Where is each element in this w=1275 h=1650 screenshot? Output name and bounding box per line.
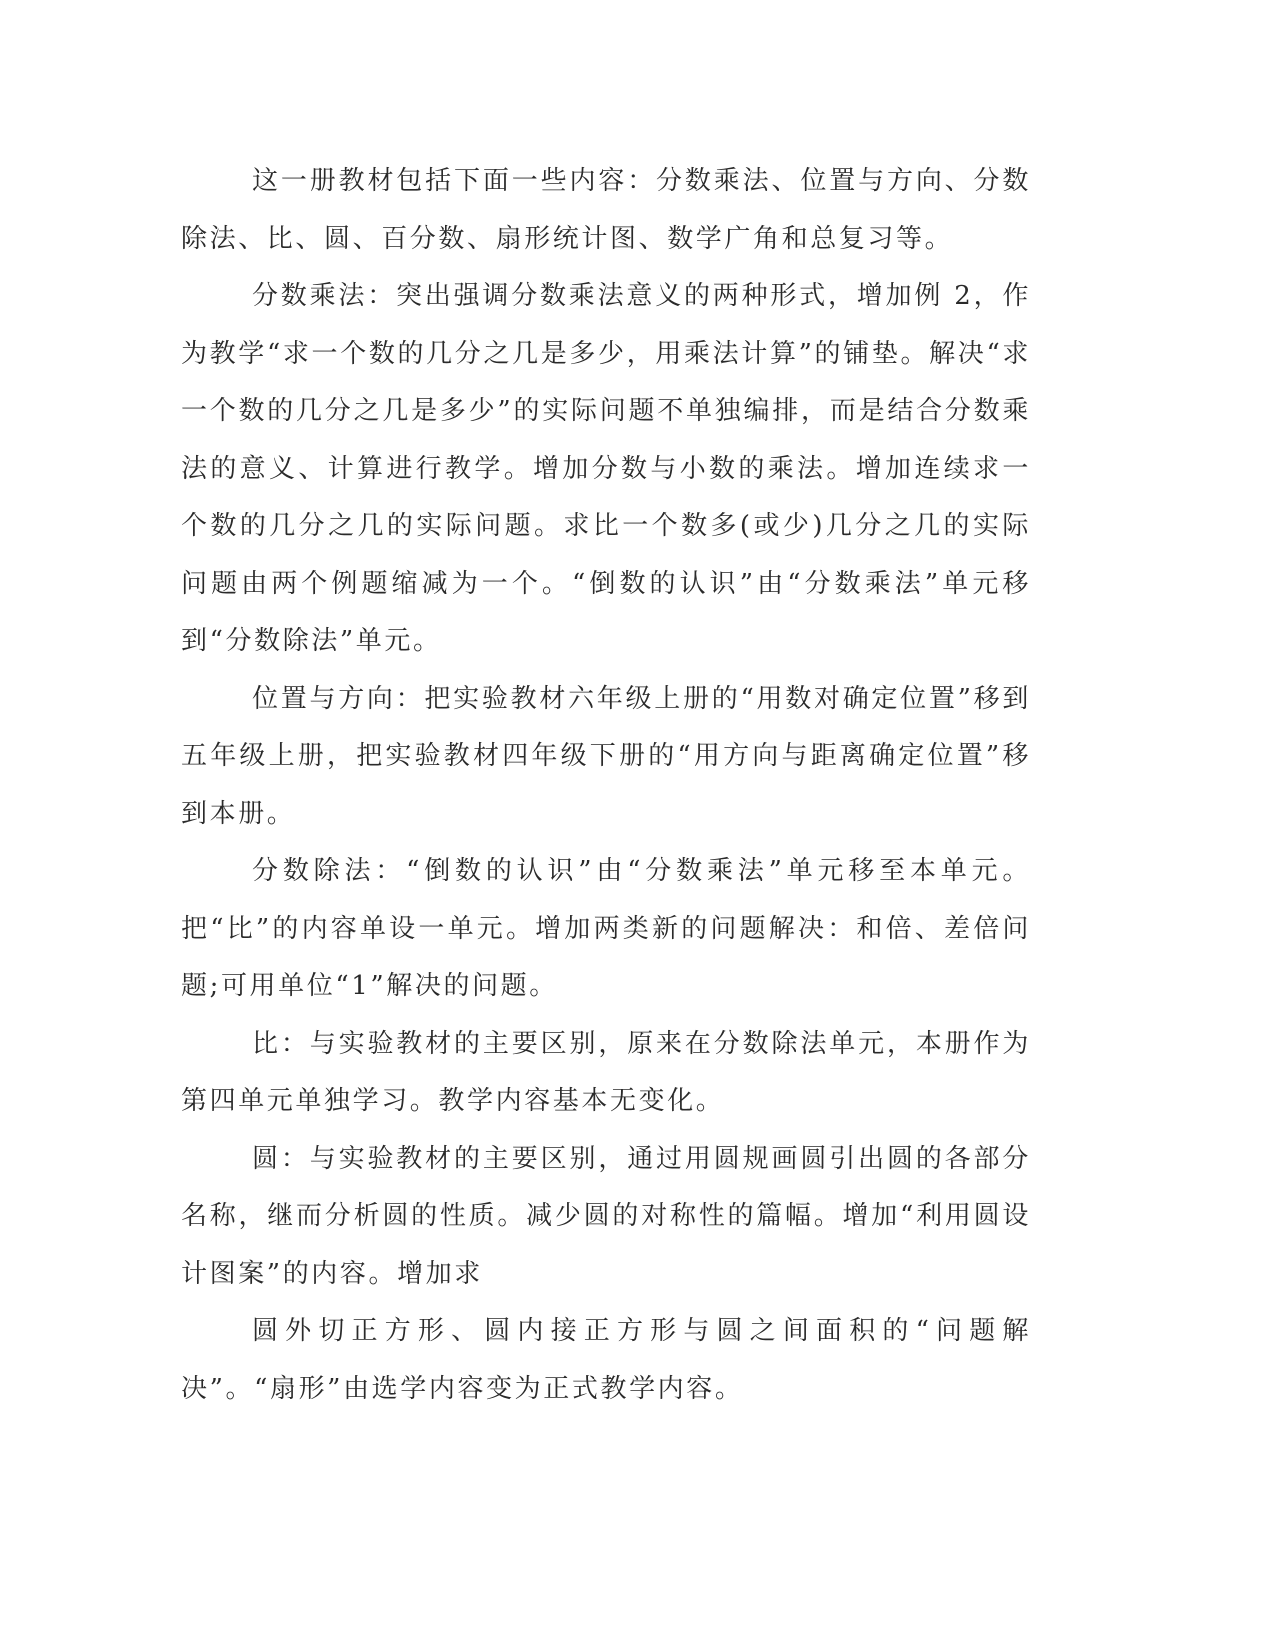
paragraph-circle-continued: 圆外切正方形、圆内接正方形与圆之间面积的“问题解决”。“扇形”由选学内容变为正式教学内容。 <box>181 1316 1031 1404</box>
document-body <box>181 153 1031 1418</box>
paragraph-contents-overview: 这一册教材包括下面一些内容：分数乘法、位置与方向、分数除法、比、圆、百分数、扇形统计图、数学广角和总复习等。 <box>181 166 1031 254</box>
paragraph-ratio: 比：与实验教材的主要区别，原来在分数除法单元，本册作为第四单元单独学习。教学内容基本无变化。 <box>181 1028 1031 1116</box>
paragraph-position-direction: 位置与方向：把实验教材六年级上册的“用数对确定位置”移到五年级上册，把实验教材四年级下册的“用方向与距离确定位置”移到本册。 <box>181 683 1031 829</box>
paragraph-circle: 圆：与实验教材的主要区别，通过用圆规画圆引出圆的各部分名称，继而分析圆的性质。减少圆的对称性的篇幅。增加“利用圆设计图案”的内容。增加求 <box>181 1143 1031 1289</box>
paragraph-fraction-division: 分数除法：“倒数的认识”由“分数乘法”单元移至本单元。把“比”的内容单设一单元。增加两类新的问题解决：和倍、差倍问题;可用单位“1”解决的问题。 <box>181 856 1031 1001</box>
paragraph-fraction-multiplication: 分数乘法：突出强调分数乘法意义的两种形式，增加例 2，作为教学“求一个数的几分之几是多少，用乘法计算”的铺垫。解决“求一个数的几分之几是多少”的实际问题不单独编排，而是结合分数乘法的意义、计算进行教学。增加分数与小数的乘法。增加连续求一个数的几分之几的实际问题。求比一个数多(或少)几分之几的实际问题由两个例题缩减为一个。“倒数的认识”由“分数乘法”单元移到“分数除法”单元。 <box>181 281 1031 656</box>
